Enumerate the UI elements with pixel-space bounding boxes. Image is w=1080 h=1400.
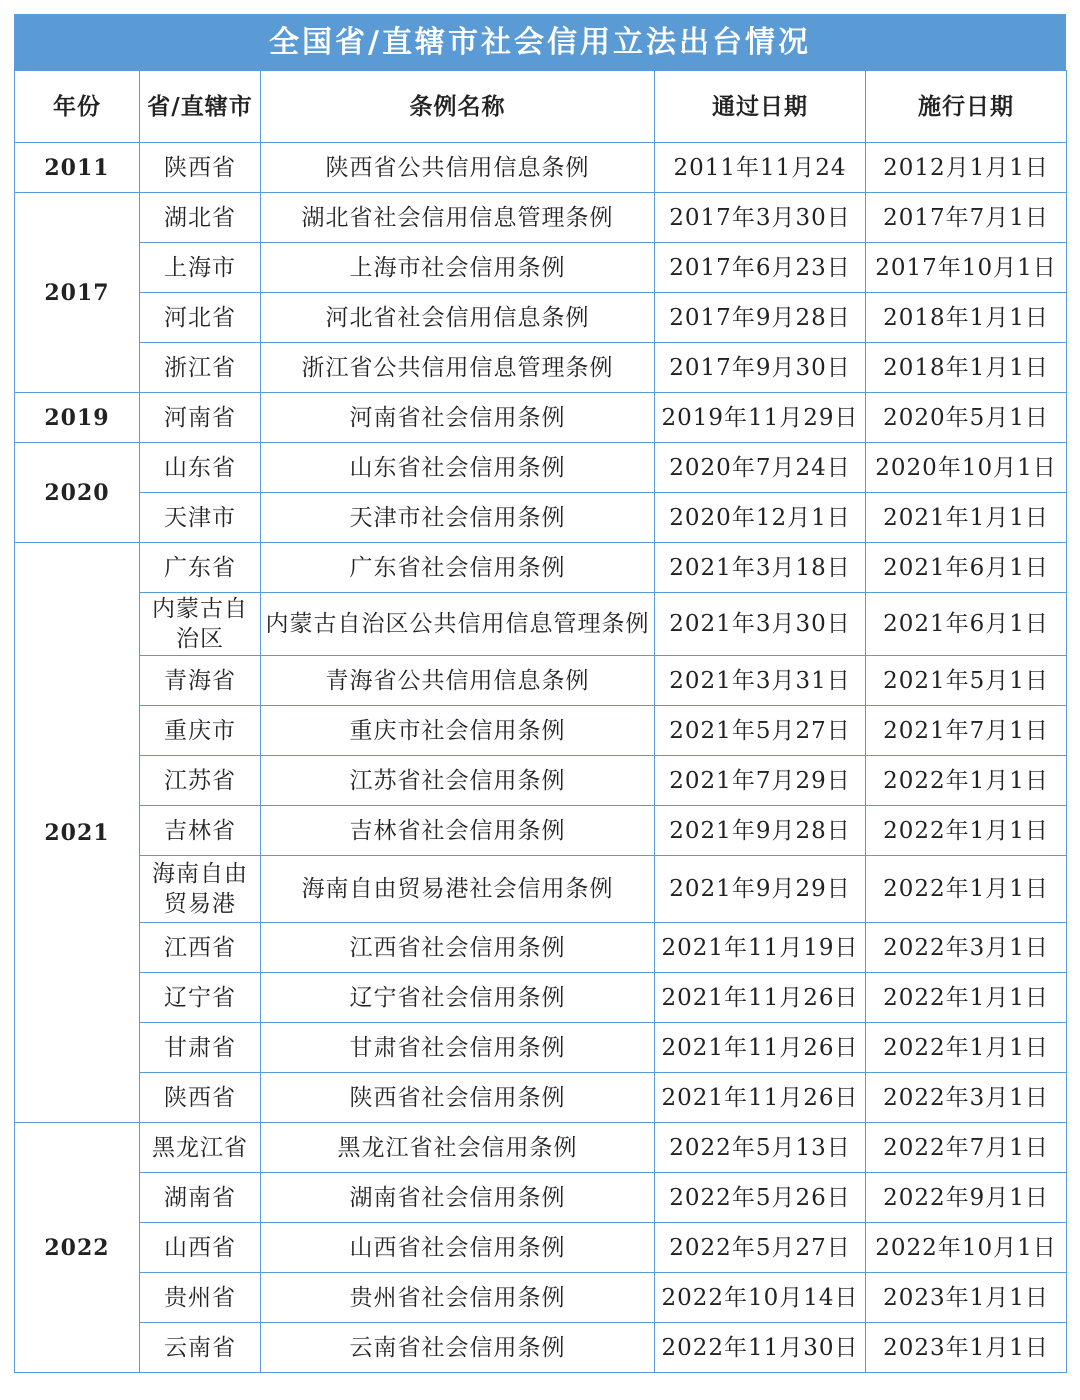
province-cell: 江西省: [140, 923, 261, 973]
year-cell: 2021: [15, 543, 140, 1123]
province-cell: 吉林省: [140, 806, 261, 856]
year-cell: 2017: [15, 193, 140, 393]
regulation-name-cell: 河北省社会信用信息条例: [261, 293, 655, 343]
table-row: [15, 856, 1067, 923]
province-cell: 上海市: [140, 243, 261, 293]
table-row: [15, 543, 1067, 593]
regulation-name-cell: 湖北省社会信用信息管理条例: [261, 193, 655, 243]
regulation-name-cell: 陕西省社会信用条例: [261, 1073, 655, 1123]
regulation-name-cell: 江西省社会信用条例: [261, 923, 655, 973]
passed-date-cell: 2021年11月26日: [655, 1073, 866, 1123]
passed-date-cell: 2022年10月14日: [655, 1273, 866, 1323]
header-passed-date: 通过日期: [655, 71, 866, 143]
table-row: [15, 1123, 1067, 1173]
passed-date-cell: 2022年5月13日: [655, 1123, 866, 1173]
table-row: [15, 706, 1067, 756]
table-row: [15, 1073, 1067, 1123]
table-body: [15, 143, 1067, 1373]
effective-date-cell: 2022年7月1日: [866, 1123, 1067, 1173]
table-row: [15, 923, 1067, 973]
regulation-name-cell: 辽宁省社会信用条例: [261, 973, 655, 1023]
regulation-name-cell: 贵州省社会信用条例: [261, 1273, 655, 1323]
table-row: [15, 593, 1067, 656]
passed-date-cell: 2021年3月31日: [655, 656, 866, 706]
table-row: [15, 443, 1067, 493]
effective-date-cell: 2022年1月1日: [866, 806, 1067, 856]
passed-date-cell: 2019年11月29日: [655, 393, 866, 443]
effective-date-cell: 2022年1月1日: [866, 1023, 1067, 1073]
table-row: [15, 393, 1067, 443]
effective-date-cell: 2023年1月1日: [866, 1323, 1067, 1373]
regulation-name-cell: 青海省公共信用信息条例: [261, 656, 655, 706]
table-row: [15, 1323, 1067, 1373]
regulation-name-cell: 江苏省社会信用条例: [261, 756, 655, 806]
table-row: [15, 973, 1067, 1023]
province-cell: 海南自由贸易港: [140, 856, 261, 923]
passed-date-cell: 2022年11月30日: [655, 1323, 866, 1373]
effective-date-cell: 2021年6月1日: [866, 593, 1067, 656]
regulation-name-cell: 云南省社会信用条例: [261, 1323, 655, 1373]
province-cell: 陕西省: [140, 143, 261, 193]
effective-date-cell: 2022年10月1日: [866, 1223, 1067, 1273]
legislation-table: [14, 70, 1067, 1373]
province-cell: 辽宁省: [140, 973, 261, 1023]
header-year: 年份: [15, 71, 140, 143]
province-cell: 广东省: [140, 543, 261, 593]
regulation-name-cell: 海南自由贸易港社会信用条例: [261, 856, 655, 923]
header-row: [15, 71, 1067, 143]
effective-date-cell: 2018年1月1日: [866, 343, 1067, 393]
passed-date-cell: 2017年6月23日: [655, 243, 866, 293]
table-row: [15, 1223, 1067, 1273]
header-regulation-name: 条例名称: [261, 71, 655, 143]
regulation-name-cell: 吉林省社会信用条例: [261, 806, 655, 856]
passed-date-cell: 2021年9月29日: [655, 856, 866, 923]
effective-date-cell: 2017年7月1日: [866, 193, 1067, 243]
passed-date-cell: 2021年11月26日: [655, 973, 866, 1023]
effective-date-cell: 2022年3月1日: [866, 923, 1067, 973]
credit-legislation-table-container: [14, 14, 1066, 1373]
passed-date-cell: 2021年11月19日: [655, 923, 866, 973]
province-cell: 贵州省: [140, 1273, 261, 1323]
passed-date-cell: 2011年11月24: [655, 143, 866, 193]
passed-date-cell: 2021年5月27日: [655, 706, 866, 756]
passed-date-cell: 2022年5月26日: [655, 1173, 866, 1223]
passed-date-cell: 2020年7月24日: [655, 443, 866, 493]
effective-date-cell: 2022年1月1日: [866, 973, 1067, 1023]
effective-date-cell: 2021年6月1日: [866, 543, 1067, 593]
effective-date-cell: 2017年10月1日: [866, 243, 1067, 293]
passed-date-cell: 2017年3月30日: [655, 193, 866, 243]
effective-date-cell: 2020年5月1日: [866, 393, 1067, 443]
regulation-name-cell: 黑龙江省社会信用条例: [261, 1123, 655, 1173]
year-cell: 2011: [15, 143, 140, 193]
table-row: [15, 343, 1067, 393]
effective-date-cell: 2021年7月1日: [866, 706, 1067, 756]
table-row: [15, 293, 1067, 343]
regulation-name-cell: 天津市社会信用条例: [261, 493, 655, 543]
province-cell: 黑龙江省: [140, 1123, 261, 1173]
effective-date-cell: 2022年1月1日: [866, 756, 1067, 806]
province-cell: 浙江省: [140, 343, 261, 393]
regulation-name-cell: 上海市社会信用条例: [261, 243, 655, 293]
effective-date-cell: 2023年1月1日: [866, 1273, 1067, 1323]
table-row: [15, 1023, 1067, 1073]
province-cell: 河北省: [140, 293, 261, 343]
regulation-name-cell: 山东省社会信用条例: [261, 443, 655, 493]
passed-date-cell: 2021年9月28日: [655, 806, 866, 856]
passed-date-cell: 2017年9月28日: [655, 293, 866, 343]
table-row: [15, 193, 1067, 243]
regulation-name-cell: 重庆市社会信用条例: [261, 706, 655, 756]
header-effective-date: 施行日期: [866, 71, 1067, 143]
regulation-name-cell: 甘肃省社会信用条例: [261, 1023, 655, 1073]
passed-date-cell: 2021年3月30日: [655, 593, 866, 656]
province-cell: 河南省: [140, 393, 261, 443]
passed-date-cell: 2021年3月18日: [655, 543, 866, 593]
province-cell: 陕西省: [140, 1073, 261, 1123]
year-cell: 2019: [15, 393, 140, 443]
table-title: 全国省/直辖市社会信用立法出台情况: [14, 14, 1066, 70]
regulation-name-cell: 内蒙古自治区公共信用信息管理条例: [261, 593, 655, 656]
effective-date-cell: 2022年1月1日: [866, 856, 1067, 923]
passed-date-cell: 2021年7月29日: [655, 756, 866, 806]
regulation-name-cell: 湖南省社会信用条例: [261, 1173, 655, 1223]
table-row: [15, 756, 1067, 806]
year-cell: 2020: [15, 443, 140, 543]
passed-date-cell: 2020年12月1日: [655, 493, 866, 543]
passed-date-cell: 2017年9月30日: [655, 343, 866, 393]
passed-date-cell: 2022年5月27日: [655, 1223, 866, 1273]
province-cell: 甘肃省: [140, 1023, 261, 1073]
regulation-name-cell: 山西省社会信用条例: [261, 1223, 655, 1273]
passed-date-cell: 2021年11月26日: [655, 1023, 866, 1073]
regulation-name-cell: 陕西省公共信用信息条例: [261, 143, 655, 193]
province-cell: 天津市: [140, 493, 261, 543]
province-cell: 内蒙古自治区: [140, 593, 261, 656]
table-row: [15, 1173, 1067, 1223]
regulation-name-cell: 浙江省公共信用信息管理条例: [261, 343, 655, 393]
effective-date-cell: 2021年5月1日: [866, 656, 1067, 706]
effective-date-cell: 2022年3月1日: [866, 1073, 1067, 1123]
province-cell: 山西省: [140, 1223, 261, 1273]
province-cell: 云南省: [140, 1323, 261, 1373]
province-cell: 重庆市: [140, 706, 261, 756]
province-cell: 青海省: [140, 656, 261, 706]
effective-date-cell: 2020年10月1日: [866, 443, 1067, 493]
table-row: [15, 143, 1067, 193]
effective-date-cell: 2012月1月1日: [866, 143, 1067, 193]
table-row: [15, 806, 1067, 856]
effective-date-cell: 2018年1月1日: [866, 293, 1067, 343]
table-row: [15, 1273, 1067, 1323]
province-cell: 湖南省: [140, 1173, 261, 1223]
table-row: [15, 493, 1067, 543]
province-cell: 江苏省: [140, 756, 261, 806]
table-row: [15, 656, 1067, 706]
effective-date-cell: 2022年9月1日: [866, 1173, 1067, 1223]
table-row: [15, 243, 1067, 293]
province-cell: 湖北省: [140, 193, 261, 243]
effective-date-cell: 2021年1月1日: [866, 493, 1067, 543]
regulation-name-cell: 河南省社会信用条例: [261, 393, 655, 443]
header-province: 省/直辖市: [140, 71, 261, 143]
regulation-name-cell: 广东省社会信用条例: [261, 543, 655, 593]
province-cell: 山东省: [140, 443, 261, 493]
year-cell: 2022: [15, 1123, 140, 1373]
